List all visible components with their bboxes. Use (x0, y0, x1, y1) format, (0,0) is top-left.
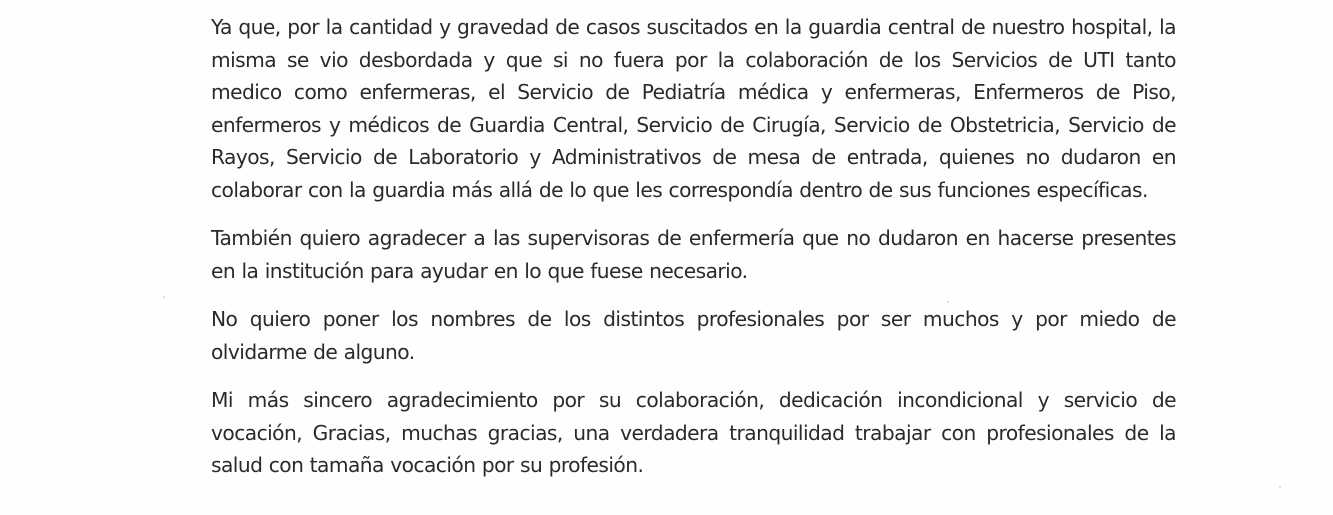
paragraph-4: Mi más sincero agradecimiento por su colaboración, dedicación incondicional y servicio de vocación, Gracias, muchas gracias, una verdadera tranquilidad trabajar con profesionales de la salud con tamaña vocación por su profesión. (211, 388, 1176, 477)
scan-speck (1279, 486, 1281, 488)
paragraph-2: También quiero agradecer a las supervisoras de enfermería que no dudaron en hacerse presentes en la institución para ayudar en lo que fuese necesario. (211, 226, 1176, 283)
paragraph-1: Ya que, por la cantidad y gravedad de casos suscitados en la guardia central de nuestro hospital, la misma se vio desbordada y que si no fuera por la colaboración de los Servicios de UTI tanto medico como enfermeras, el Servicio de Pediatría médica y enfermeras, Enfermeros de Piso, enfermeros y médicos de Guardia Central, Servicio de Cirugía, Servicio de Obstetricia, Servicio de Rayos, Servicio de Laboratorio y Administrativos de mesa de entrada, quienes no dudaron en colaborar con la guardia más allá de lo que les correspondía dentro de sus funciones específicas. (211, 15, 1176, 202)
letter-body (211, 11, 1176, 498)
paragraph-3: No quiero poner los nombres de los distintos profesionales por ser muchos y por miedo de olvidarme de alguno. (211, 307, 1176, 364)
scan-speck (163, 296, 165, 298)
scan-speck (947, 301, 949, 303)
